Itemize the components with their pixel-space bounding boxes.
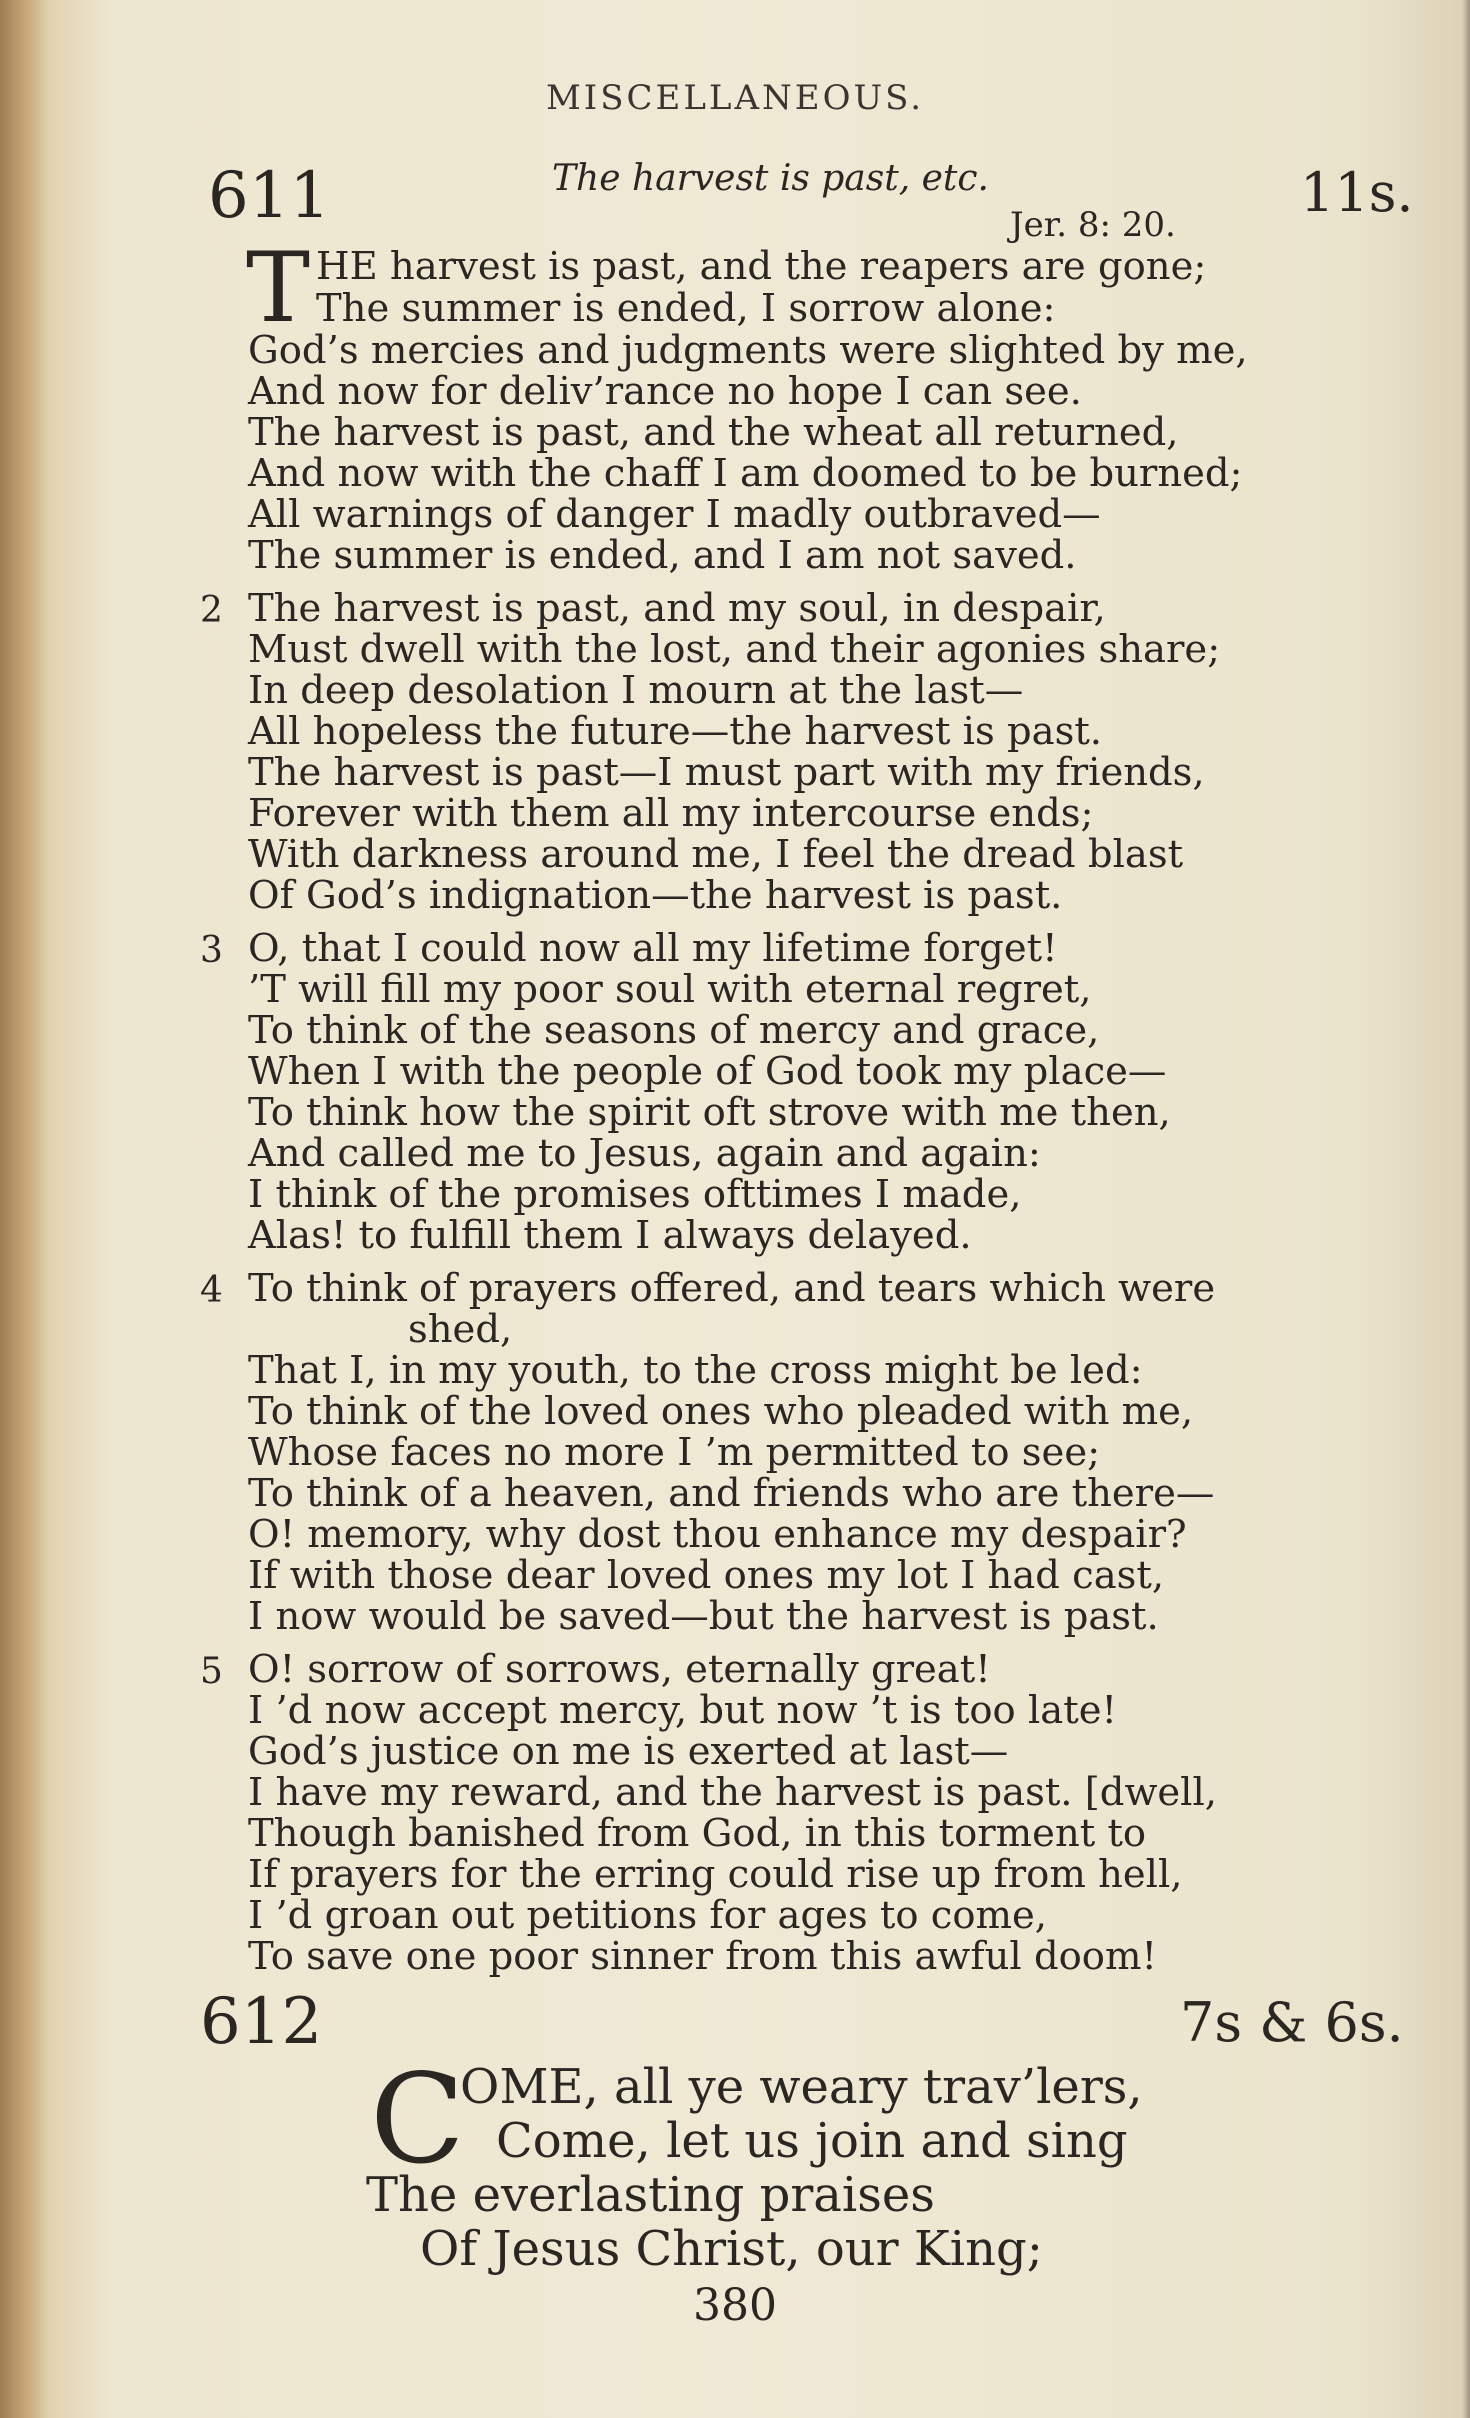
stanza-line: God’s mercies and judgments were slighted by me, [248,328,1248,373]
stanza-line: O! memory, why dost thou enhance my despair? [248,1512,1187,1557]
stanza-line: shed, [408,1307,513,1352]
stanza-line: I ’d groan out petitions for ages to come, [248,1893,1048,1938]
stanza-line: The summer is ended, I sorrow alone: [316,286,1056,331]
stanza-line: OME, all ye weary trav’lers, [460,2059,1143,2115]
stanza-line: The harvest is past, and the wheat all returned, [248,410,1179,455]
stanza-line: If prayers for the erring could rise up from hell, [248,1852,1183,1897]
stanza-line: Of Jesus Christ, our King; [420,2221,1043,2277]
stanza-line: And now for deliv’rance no hope I can see. [248,369,1082,414]
drop-cap-c: C [370,2048,465,2192]
stanza-line: ’T will fill my poor soul with eternal regret, [248,967,1092,1012]
stanza-line: Must dwell with the lost, and their agonies share; [248,627,1221,672]
stanza-line: O! sorrow of sorrows, eternally great! [248,1647,991,1692]
stanza-number: 4 [200,1270,223,1311]
stanza-line: The summer is ended, and I am not saved. [248,533,1077,578]
stanza-line: O, that I could now all my lifetime forget! [248,926,1058,971]
stanza-line: Whose faces no more I ’m permitted to see; [248,1430,1101,1475]
stanza-line: I now would be saved—but the harvest is past. [248,1594,1159,1639]
stanza-line: Though banished from God, in this torment to [248,1811,1147,1856]
stanza-line: Alas! to fulfill them I always delayed. [248,1213,972,1258]
stanza-line: The everlasting praises [366,2167,935,2223]
stanza-number: 3 [200,930,223,971]
stanza-line: To think of the seasons of mercy and grace, [248,1008,1100,1053]
stanza-line: The harvest is past—I must part with my friends, [248,750,1205,795]
page-edge-shadow [1462,0,1470,2418]
stanza-line: The harvest is past, and my soul, in despair, [248,586,1106,631]
stanza-line: HE harvest is past, and the reapers are gone; [316,244,1207,289]
hymn-title: The harvest is past, etc. [552,158,989,199]
book-spine-edge [0,0,46,2418]
stanza-line: That I, in my youth, to the cross might be led: [248,1348,1143,1393]
stanza-line: I ’d now accept mercy, but now ’t is too late! [248,1688,1117,1733]
stanza-line: To think of a heaven, and friends who are there— [248,1471,1215,1516]
stanza-line: If with those dear loved ones my lot I had cast, [248,1553,1165,1598]
stanza-line: To think of prayers offered, and tears which were [248,1266,1216,1311]
hymn-number-612: 612 [200,1985,323,2059]
hymn-meter-612: 7s & 6s. [1180,1991,1404,2054]
stanza-line: And called me to Jesus, again and again: [248,1131,1041,1176]
stanza-line: I have my reward, and the harvest is past. [dwell, [248,1770,1218,1815]
drop-cap-t: T [246,232,311,344]
stanza-line: With darkness around me, I feel the dread blast [248,832,1184,877]
stanza-number: 5 [200,1651,223,1692]
stanza-line: To save one poor sinner from this awful doom! [248,1934,1157,1979]
hymn-meter-611: 11s. [1300,161,1414,224]
stanza-line: When I with the people of God took my place— [248,1049,1167,1094]
stanza-line: To think of the loved ones who pleaded with me, [248,1389,1194,1434]
running-head: MISCELLANEOUS. [545,78,925,118]
stanza-number: 2 [200,590,223,631]
stanza-line: In deep desolation I mourn at the last— [248,668,1024,713]
stanza-line: I think of the promises ofttimes I made, [248,1172,1022,1217]
stanza-line: All warnings of danger I madly outbraved— [248,492,1101,537]
stanza-line: Of God’s indignation—the harvest is past. [248,873,1063,918]
stanza-line: To think how the spirit oft strove with me then, [248,1090,1171,1135]
stanza-line: All hopeless the future—the harvest is past. [248,709,1103,754]
stanza-line: And now with the chaff I am doomed to be burned; [248,451,1243,496]
stanza-line: Forever with them all my intercourse ends; [248,791,1094,836]
scripture-reference: Jer. 8: 20. [1010,205,1176,245]
hymn-number-611: 611 [208,159,331,233]
stanza-line: Come, let us join and sing [496,2113,1128,2169]
stanza-line: God’s justice on me is exerted at last— [248,1729,1009,1774]
page-number: 380 [693,2280,777,2331]
